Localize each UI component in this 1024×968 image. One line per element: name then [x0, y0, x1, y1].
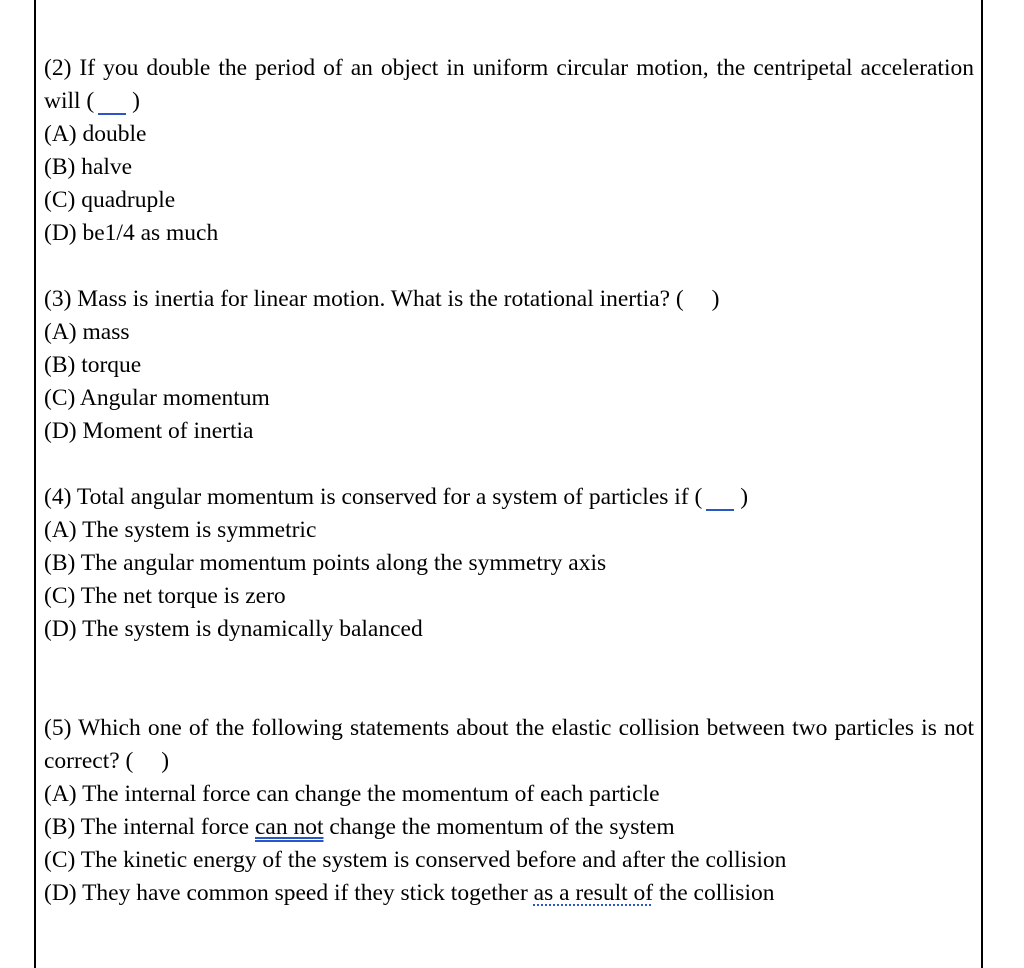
question-2-stem: (2) If you double the period of an object in uniform circular motion, the centripetal acceleration will ( )	[44, 52, 974, 118]
option-a: (A) The internal force can change the momentum of each particle	[44, 781, 660, 807]
option-b: (B) The angular momentum points along the symmetry axis	[44, 550, 607, 576]
option-a: (A) The system is symmetric	[44, 517, 317, 543]
option-b: (B) torque	[44, 352, 142, 378]
option-c: (C) The kinetic energy of the system is conserved before and after the collision	[44, 847, 787, 873]
question-2	[44, 52, 974, 250]
option-b: (B) halve	[44, 154, 133, 180]
option-d: (D) The system is dynamically balanced	[44, 616, 423, 642]
question-5-stem: (5) Which one of the following statements about the elastic collision between two particles is not correct? ( )	[44, 715, 974, 774]
option-d: (D) be1/4 as much	[44, 220, 219, 246]
spacer	[44, 250, 974, 283]
question-3-stem: (3) Mass is inertia for linear motion. What is the rotational inertia? ( )	[44, 286, 720, 312]
spacer	[44, 448, 974, 481]
option-a: (A) mass	[44, 319, 130, 345]
option-d: (D) They have common speed if they stick together as a result of the collision	[44, 880, 775, 906]
answer-blank[interactable]	[94, 94, 126, 118]
option-c: (C) The net torque is zero	[44, 583, 286, 609]
spellcheck-underline: can not	[254, 814, 324, 840]
grammar-underline: as a result of	[533, 880, 654, 906]
option-d: (D) Moment of inertia	[44, 418, 254, 444]
option-c: (C) quadruple	[44, 187, 176, 213]
option-a: (A) double	[44, 121, 147, 147]
quiz-content	[44, 52, 974, 910]
spacer	[44, 646, 974, 712]
option-b: (B) The internal force can not change the momentum of the system	[44, 814, 675, 840]
question-4	[44, 481, 974, 646]
question-5	[44, 712, 974, 910]
question-3	[44, 283, 974, 448]
question-4-stem: (4) Total angular momentum is conserved for a system of particles if ( )	[44, 481, 974, 514]
option-c: (C) Angular momentum	[44, 385, 270, 411]
answer-blank[interactable]	[702, 490, 734, 514]
